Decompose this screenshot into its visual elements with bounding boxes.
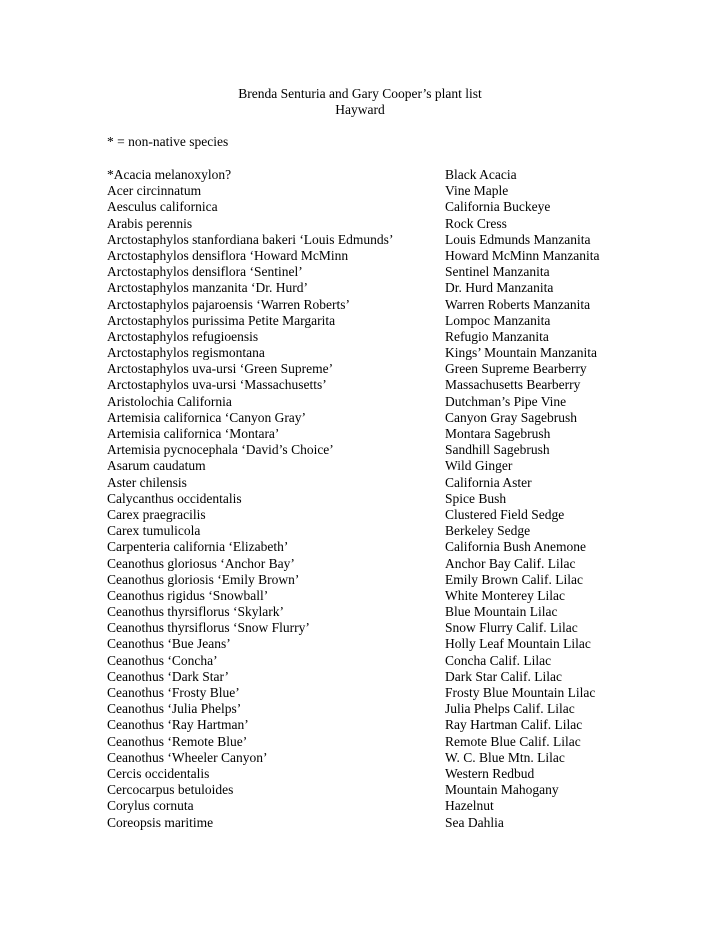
plant-row: [107, 199, 667, 215]
scientific-name: Artemisia californica ‘Canyon Gray’: [107, 409, 307, 425]
scientific-name: Calycanthus occidentalis: [107, 490, 242, 506]
common-name: Vine Maple: [445, 183, 509, 199]
common-name: Green Supreme Bearberry: [445, 361, 587, 377]
common-name: Anchor Bay Calif. Lilac: [445, 555, 576, 571]
scientific-name: Ceanothus ‘Frosty Blue’: [107, 685, 240, 700]
plant-row: [107, 815, 667, 831]
common-name: California Bush Anemone: [445, 539, 586, 555]
plant-row: [107, 345, 667, 361]
scientific-name: Arctostaphylos refugioensis: [107, 328, 259, 344]
plant-row: [107, 701, 667, 717]
plant-row: [107, 232, 667, 248]
common-name: Spice Bush: [445, 490, 507, 506]
plant-row: [107, 798, 667, 814]
plant-row: [107, 636, 667, 652]
scientific-name: Arctostaphylos regismontana: [107, 345, 265, 361]
common-name: Blue Mountain Lilac: [445, 604, 558, 620]
common-name: Sea Dahlia: [445, 814, 504, 830]
plant-row: [107, 458, 667, 474]
scientific-name: Carex tumulicola: [107, 523, 201, 539]
common-name: Dark Star Calif. Lilac: [445, 668, 562, 684]
plant-row: [107, 620, 667, 636]
scientific-name: Coreopsis maritime: [107, 814, 214, 830]
plant-row: [107, 766, 667, 782]
scientific-name: Acer circinnatum: [107, 183, 202, 199]
common-name: Dr. Hurd Manzanita: [445, 280, 554, 296]
scientific-name: Corylus cornuta: [107, 798, 194, 814]
common-name: Canyon Gray Sagebrush: [445, 409, 577, 425]
plant-row: [107, 216, 667, 232]
plant-row: [107, 329, 667, 345]
plant-row: [107, 297, 667, 313]
scientific-name: Artemisia californica ‘Montara’: [107, 426, 280, 441]
scientific-name: Ceanothus ‘Dark Star’: [107, 668, 229, 684]
common-name: Mountain Mahogany: [445, 782, 559, 798]
scientific-name: Arctostaphylos stanfordiana bakeri ‘Louis Edmunds’: [107, 231, 394, 247]
scientific-name: Ceanothus ‘Julia Phelps’: [107, 701, 242, 717]
scientific-name: Ceanothus ‘Ray Hartman’: [107, 717, 249, 733]
common-name: Massachusetts Bearberry: [445, 377, 581, 393]
scientific-name: Arctostaphylos uva-ursi ‘Massachusetts’: [107, 377, 327, 393]
legend-note: * = non-native species: [107, 134, 229, 149]
common-name: Sentinel Manzanita: [445, 264, 550, 280]
scientific-name: Arctostaphylos manzanita ‘Dr. Hurd’: [107, 280, 308, 296]
common-name: Howard McMinn Manzanita: [445, 247, 600, 263]
common-name: Snow Flurry Calif. Lilac: [445, 620, 578, 636]
common-name: Emily Brown Calif. Lilac: [445, 571, 583, 587]
scientific-name: Aristolochia California: [107, 393, 232, 409]
scientific-name: Arctostaphylos densiflora ‘Howard McMinn: [107, 247, 349, 263]
scientific-name: Ceanothus thyrsiflorus ‘Snow Flurry’: [107, 620, 310, 636]
plant-list: [107, 167, 667, 831]
plant-row: [107, 604, 667, 620]
scientific-name: Ceanothus ‘Bue Jeans’: [107, 636, 231, 652]
scientific-name: Cercocarpus betuloides: [107, 782, 234, 798]
plant-row: [107, 523, 667, 539]
common-name: Rock Cress: [445, 215, 507, 231]
common-name: Black Acacia: [445, 167, 517, 182]
scientific-name: Ceanothus thyrsiflorus ‘Skylark’: [107, 604, 284, 620]
page-subtitle: Hayward: [335, 102, 385, 117]
plant-row: [107, 442, 667, 458]
plant-row: [107, 248, 667, 264]
scientific-name: Carpenteria california ‘Elizabeth’: [107, 539, 289, 555]
common-name: Berkeley Sedge: [445, 523, 531, 539]
common-name: Kings’ Mountain Manzanita: [445, 345, 597, 361]
plant-row: [107, 588, 667, 604]
plant-row: [107, 782, 667, 798]
common-name: Remote Blue Calif. Lilac: [445, 733, 581, 749]
plant-row: [107, 361, 667, 377]
scientific-name: Artemisia pycnocephala ‘David’s Choice’: [107, 442, 334, 458]
common-name: California Aster: [445, 474, 532, 490]
common-name: Clustered Field Sedge: [445, 506, 565, 522]
scientific-name: *Acacia melanoxylon?: [107, 167, 232, 182]
scientific-name: Ceanothus rigidus ‘Snowball’: [107, 587, 269, 603]
plant-row: [107, 556, 667, 572]
scientific-name: Ceanothus ‘Remote Blue’: [107, 733, 248, 749]
common-name: Louis Edmunds Manzanita: [445, 231, 591, 247]
plant-row: [107, 491, 667, 507]
scientific-name: Arctostaphylos purissima Petite Margarita: [107, 312, 336, 328]
plant-row: [107, 377, 667, 393]
scientific-name: Aster chilensis: [107, 474, 187, 490]
page-title: Brenda Senturia and Gary Cooper’s plant list: [238, 86, 482, 101]
plant-row: [107, 669, 667, 685]
common-name: Sandhill Sagebrush: [445, 442, 550, 458]
common-name: California Buckeye: [445, 199, 551, 215]
plant-row: [107, 653, 667, 669]
plant-row: [107, 539, 667, 555]
common-name: Western Redbud: [445, 765, 535, 781]
common-name: W. C. Blue Mtn. Lilac: [445, 749, 565, 765]
scientific-name: Carex praegracilis: [107, 506, 206, 522]
plant-row: [107, 717, 667, 733]
common-name: Concha Calif. Lilac: [445, 652, 552, 668]
common-name: Dutchman’s Pipe Vine: [445, 393, 567, 409]
scientific-name: Arctostaphylos pajaroensis ‘Warren Roberts’: [107, 296, 350, 312]
common-name: Ray Hartman Calif. Lilac: [445, 717, 583, 733]
plant-row: [107, 685, 667, 701]
plant-row: [107, 313, 667, 329]
common-name: Julia Phelps Calif. Lilac: [445, 701, 575, 717]
plant-row: [107, 167, 667, 183]
plant-row: [107, 734, 667, 750]
plant-row: [107, 750, 667, 766]
common-name: White Monterey Lilac: [445, 587, 565, 603]
common-name: Montara Sagebrush: [445, 426, 551, 441]
common-name: Lompoc Manzanita: [445, 312, 551, 328]
plant-row: [107, 572, 667, 588]
common-name: Holly Leaf Mountain Lilac: [445, 636, 591, 652]
scientific-name: Arctostaphylos densiflora ‘Sentinel’: [107, 264, 303, 280]
scientific-name: Ceanothus gloriosus ‘Anchor Bay’: [107, 555, 295, 571]
plant-row: [107, 280, 667, 296]
plant-row: [107, 507, 667, 523]
scientific-name: Aesculus californica: [107, 199, 218, 215]
plant-row: [107, 426, 667, 442]
common-name: Refugio Manzanita: [445, 328, 549, 344]
plant-row: [107, 394, 667, 410]
scientific-name: Cercis occidentalis: [107, 765, 210, 781]
plant-row: [107, 410, 667, 426]
common-name: Wild Ginger: [445, 458, 513, 474]
plant-row: [107, 475, 667, 491]
scientific-name: Ceanothus gloriosis ‘Emily Brown’: [107, 571, 300, 587]
common-name: Hazelnut: [445, 798, 494, 814]
plant-row: [107, 264, 667, 280]
common-name: Warren Roberts Manzanita: [445, 296, 591, 312]
plant-row: [107, 183, 667, 199]
scientific-name: Ceanothus ‘Wheeler Canyon’: [107, 749, 268, 765]
scientific-name: Arctostaphylos uva-ursi ‘Green Supreme’: [107, 361, 334, 377]
scientific-name: Ceanothus ‘Concha’: [107, 652, 218, 668]
common-name: Frosty Blue Mountain Lilac: [445, 685, 596, 700]
scientific-name: Arabis perennis: [107, 215, 193, 231]
scientific-name: Asarum caudatum: [107, 458, 206, 474]
